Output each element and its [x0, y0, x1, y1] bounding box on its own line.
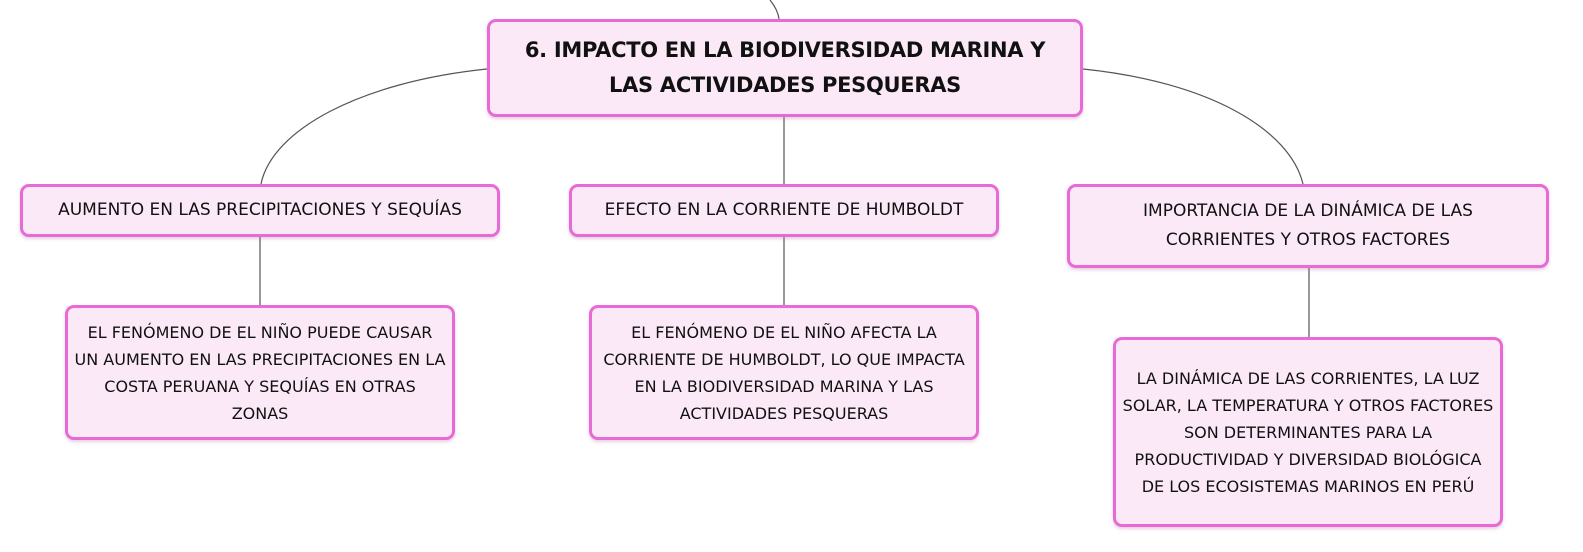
detail-text-dinamica: LA DINÁMICA DE LAS CORRIENTES, LA LUZ SOLAR, LA TEMPERATURA Y OTROS FACTORES SON DETERMINANTES PARA LA PRODUCTIVIDAD Y DIVERSIDAD BIOLÓGICA DE LOS ECOSISTEMAS MARINOS EN PERÚ: [1122, 368, 1494, 496]
branch-label-precipitaciones: AUMENTO EN LAS PRECIPITACIONES Y SEQUÍAS: [58, 200, 462, 220]
connector-parent-to-root: [770, 0, 779, 19]
branch-node-dinamica[interactable]: [1067, 184, 1549, 268]
detail-node-dinamica[interactable]: [1113, 337, 1503, 527]
root-topic-label: 6. IMPACTO EN LA BIODIVERSIDAD MARINA Y LAS ACTIVIDADES PESQUERAS: [524, 38, 1046, 97]
detail-text-humboldt: EL FENÓMENO DE EL NIÑO AFECTA LA CORRIENTE DE HUMBOLDT, LO QUE IMPACTA EN LA BIODIVERSIDAD MARINA Y LAS ACTIVIDADES PESQUERAS: [603, 322, 965, 423]
connector-root-to-dinamica: [1083, 69, 1303, 184]
detail-text-precipitaciones: EL FENÓMENO DE EL NIÑO PUEDE CAUSAR UN AUMENTO EN LAS PRECIPITACIONES EN LA COSTA PERUANA Y SEQUÍAS EN OTRAS ZONAS: [74, 322, 446, 423]
branch-label-humboldt: EFECTO EN LA CORRIENTE DE HUMBOLDT: [604, 200, 964, 220]
branch-label-dinamica: IMPORTANCIA DE LA DINÁMICA DE LAS CORRIENTES Y OTROS FACTORES: [1143, 201, 1473, 250]
branch-node-humboldt[interactable]: [569, 184, 999, 237]
detail-node-precipitaciones[interactable]: [65, 305, 455, 440]
detail-node-humboldt[interactable]: [589, 305, 979, 440]
root-topic-node[interactable]: [487, 19, 1083, 117]
connector-root-to-precipitaciones: [261, 69, 487, 184]
branch-node-precipitaciones[interactable]: [20, 184, 500, 237]
